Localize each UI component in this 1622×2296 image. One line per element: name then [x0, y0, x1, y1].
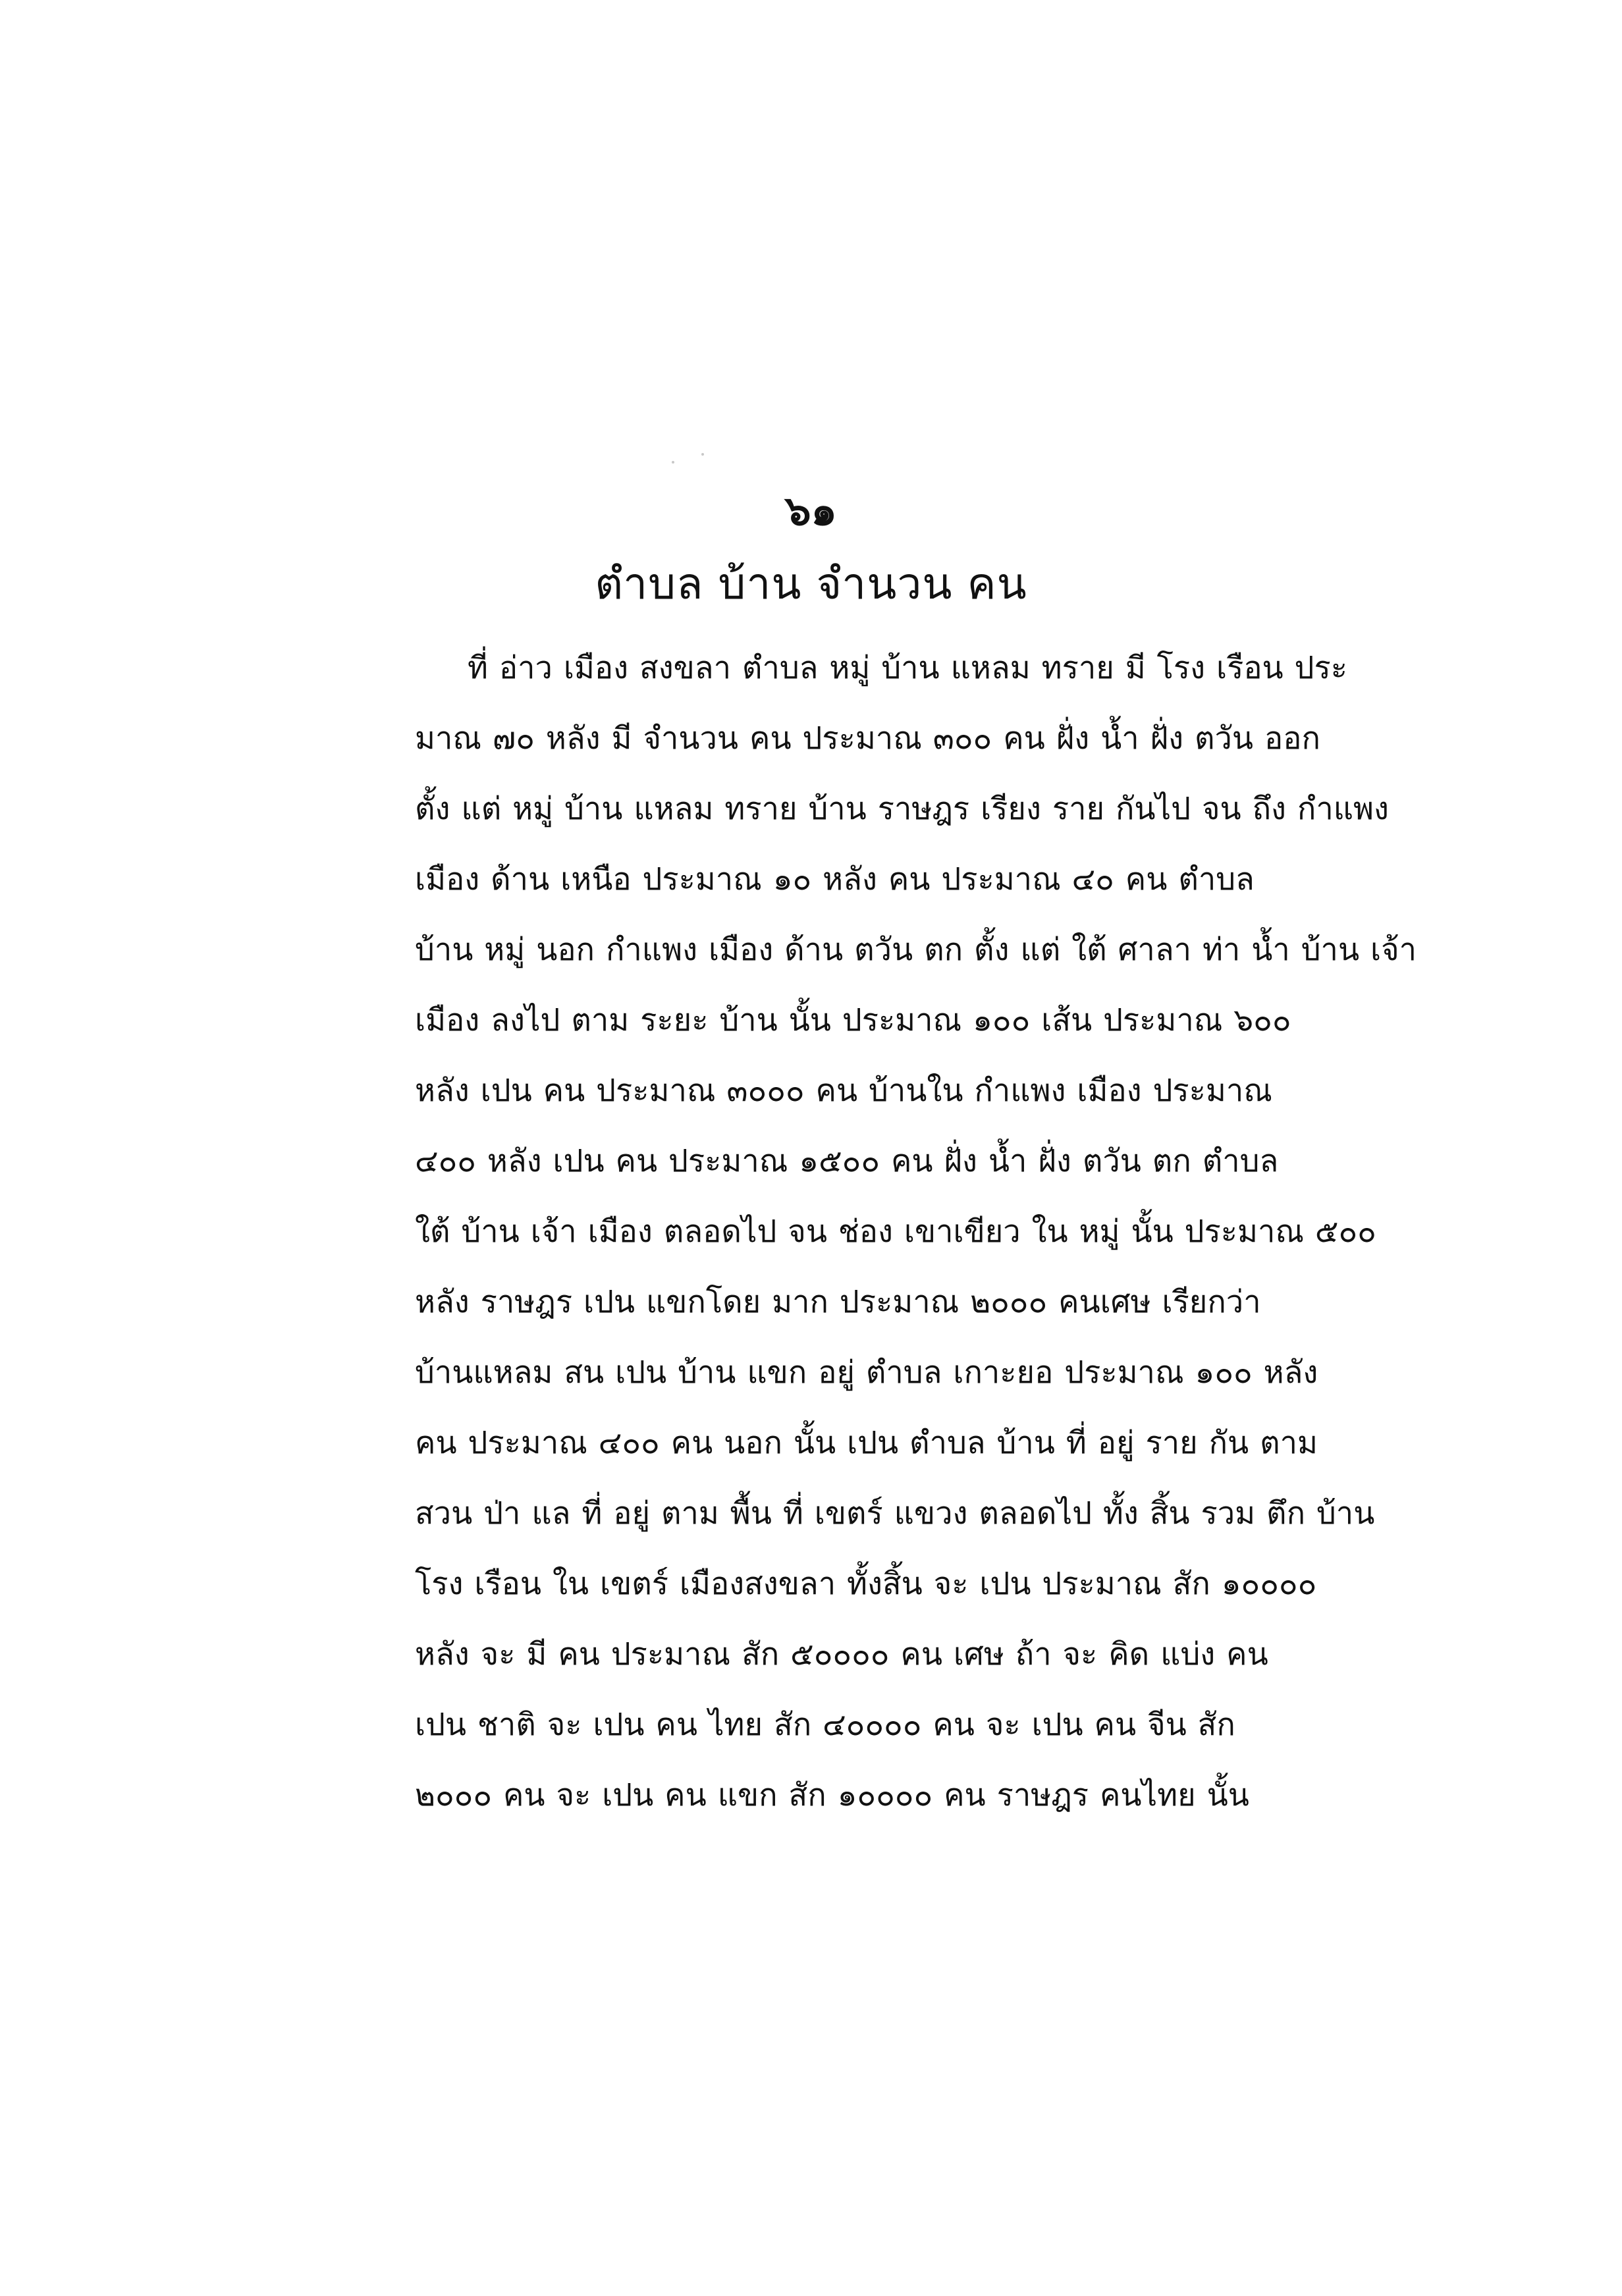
text-line: ที่ อ่าว เมือง สงขลา ตำบล หมู่ บ้าน แหลม ทราย มี โรง เรือน ประ	[468, 650, 1347, 686]
body-paragraph	[415, 632, 1417, 1830]
section-heading: ตำบล บ้าน จำนวน คน	[595, 558, 1027, 609]
text-line: บ้าน หมู่ นอก กำแพง เมือง ด้าน ตวัน ตก ตั้ง แต่ ใต้ ศาลา ท่า น้ำ บ้าน เจ้า	[415, 932, 1417, 968]
text-line: หลัง ราษฎร เปน แขกโดย มาก ประมาณ ๒๐๐๐ คนเศษ เรียกว่า	[415, 1284, 1261, 1320]
text-line: เมือง ลงไป ตาม ระยะ บ้าน นั้น ประมาณ ๑๐๐ เส้น ประมาณ ๖๐๐	[415, 1002, 1291, 1038]
text-line: มาณ ๗๐ หลัง มี จำนวน คน ประมาณ ๓๐๐ คน ฝั่ง น้ำ ฝั่ง ตวัน ออก	[415, 720, 1320, 757]
text-line: ตั้ง แต่ หมู่ บ้าน แหลม ทราย บ้าน ราษฎร เรียง ราย กันไป จน ถึง กำแพง	[415, 791, 1389, 827]
text-line: ๒๐๐๐ คน จะ เปน คน แขก สัก ๑๐๐๐๐ คน ราษฎร คนไทย นั้น	[415, 1777, 1249, 1813]
text-line: สวน ป่า แล ที่ อยู่ ตาม พื้น ที่ เขตร์ แขวง ตลอดไป ทั้ง สิ้น รวม ตึก บ้าน	[415, 1495, 1375, 1532]
text-line: คน ประมาณ ๔๐๐ คน นอก นั้น เปน ตำบล บ้าน ที่ อยู่ ราย กัน ตาม	[415, 1425, 1318, 1461]
text-line: หลัง เปน คน ประมาณ ๓๐๐๐ คน บ้านใน กำแพง เมือง ประมาณ	[415, 1073, 1272, 1109]
text-line: โรง เรือน ใน เขตร์ เมืองสงขลา ทั้งสิ้น จะ เปน ประมาณ สัก ๑๐๐๐๐	[415, 1566, 1317, 1602]
text-line: บ้านแหลม สน เปน บ้าน แขก อยู่ ตำบล เกาะยอ ประมาณ ๑๐๐ หลัง	[415, 1354, 1318, 1391]
text-line: หลัง จะ มี คน ประมาณ สัก ๕๐๐๐๐ คน เศษ ถ้า จะ คิด แบ่ง คน	[415, 1636, 1268, 1672]
text-line: เมือง ด้าน เหนือ ประมาณ ๑๐ หลัง คน ประมาณ ๔๐ คน ตำบล	[415, 861, 1255, 897]
page-number: ๖๑	[785, 487, 837, 535]
text-line: ๔๐๐ หลัง เปน คน ประมาณ ๑๕๐๐ คน ฝั่ง น้ำ ฝั่ง ตวัน ตก ตำบล	[415, 1143, 1279, 1179]
paper-speck	[701, 453, 704, 456]
text-line: เปน ชาติ จะ เปน คน ไทย สัก ๔๐๐๐๐ คน จะ เปน คน จีน สัก	[415, 1707, 1235, 1743]
paper-speck	[672, 461, 674, 464]
text-line: ใต้ บ้าน เจ้า เมือง ตลอดไป จน ช่อง เขาเขียว ใน หมู่ นั้น ประมาณ ๕๐๐	[415, 1214, 1376, 1250]
